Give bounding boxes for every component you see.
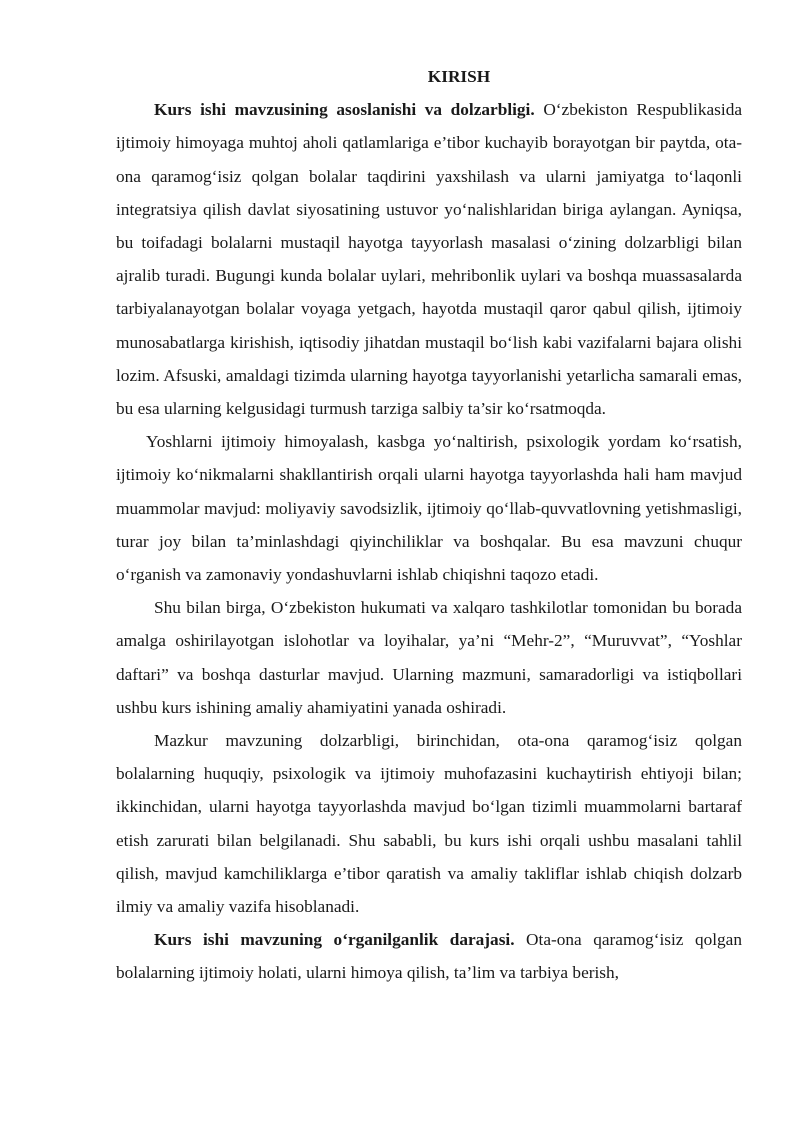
page-title: KIRISH xyxy=(427,67,491,86)
paragraph-2-text: Yoshlarni ijtimoiy himoyalash, kasbga yo‘naltirish, psixologik yordam ko‘rsatish, ijtimoiy ko‘nikmalarni shakllantirish orqali ularni hayotga tayyorlashda hali ham mavjud muammolar mavjud: moliyaviy savodsizlik, ijtimoiy qo‘llab-quvvatlovning yetishmasligi, turar joy bilan ta’minlashdagi qiyinchiliklar va boshqalar. Bu esa mavzuni chuqur o‘rganish va zamonaviy yondashuvlarni ishlab chiqishni taqozo etadi. xyxy=(116,432,742,585)
paragraph-1-text: O‘zbekiston Respublikasida ijtimoiy himoyaga muhtoj aholi qatlamlariga e’tibor kuchayib borayotgan bir paytda, ota-ona qaramog‘isiz qolgan bolalar taqdirini yaxshilash va ularni jamiyatga to‘laqonli integratsiya qilish davlat siyosatining ustuvor yo‘nalishlaridan biriga aylangan. Ayniqsa, bu toifadagi bolalarni mustaqil hayotga tayyorlash masalasi o‘zining dolzarbligi bilan ajralib turadi. Bugungi kunda bolalar uylari, mehribonlik uylari va boshqa muassasalarda tarbiyalanayotgan bolalar voyaga yetgach, hayotda mustaqil qaror qabul qilish, ijtimoiy munosabatlarga kirishish, iqtisodiy jihatdan mustaqil bo‘lish kabi vazifalarni bajara olishi lozim. Afsuski, amaldagi tizimda ularning hayotga tayyorlanishi yetarlicha samarali emas, bu esa ularning kelgusidagi turmush tarziga salbiy ta’sir ko‘rsatmoqda. xyxy=(116,100,742,419)
document-body xyxy=(116,60,742,990)
paragraph-1 xyxy=(116,93,742,425)
paragraph-3 xyxy=(116,591,742,724)
paragraph-5-text: Ota-ona qaramog‘isiz qolgan bolalarning ijtimoiy holati, ularni himoya qilish, ta’lim va tarbiya berish, xyxy=(116,930,742,983)
paragraph-3-text: Shu bilan birga, O‘zbekiston hukumati va xalqaro tashkilotlar tomonidan bu borada amalga oshirilayotgan islohotlar va loyihalar, ya’ni “Mehr-2”, “Muruvvat”, “Yoshlar daftari” va boshqa dasturlar mavjud. Ularning mazmuni, samaradorligi va istiqbollari ushbu kurs ishining amaliy ahamiyatini yanada oshiradi. xyxy=(116,598,742,717)
paragraph-2 xyxy=(116,425,742,591)
paragraph-4-text: Mazkur mavzuning dolzarbligi, birinchidan, ota-ona qaramog‘isiz qolgan bolalarning huquqiy, psixologik va ijtimoiy muhofazasini kuchaytirish ehtiyoji bilan; ikkinchidan, ularni hayotga tayyorlashda mavjud bo‘lgan tizimli muammolarni bartaraf etish zarurati bilan belgilanadi. Shu sababli, bu kurs ishi orqali ushbu masalani tahlil qilish, mavjud kamchiliklarga e’tibor qaratish va amaliy takliflar ishlab chiqish dolzarb ilmiy va amaliy vazifa hisoblanadi. xyxy=(116,731,742,917)
paragraph-4 xyxy=(116,724,742,923)
paragraph-5-heading: Kurs ishi mavzuning o‘rganilganlik darajasi. xyxy=(154,930,515,950)
paragraph-1-heading: Kurs ishi mavzusining asoslanishi va dolzarbligi. xyxy=(154,100,535,120)
paragraph-5 xyxy=(116,923,742,989)
